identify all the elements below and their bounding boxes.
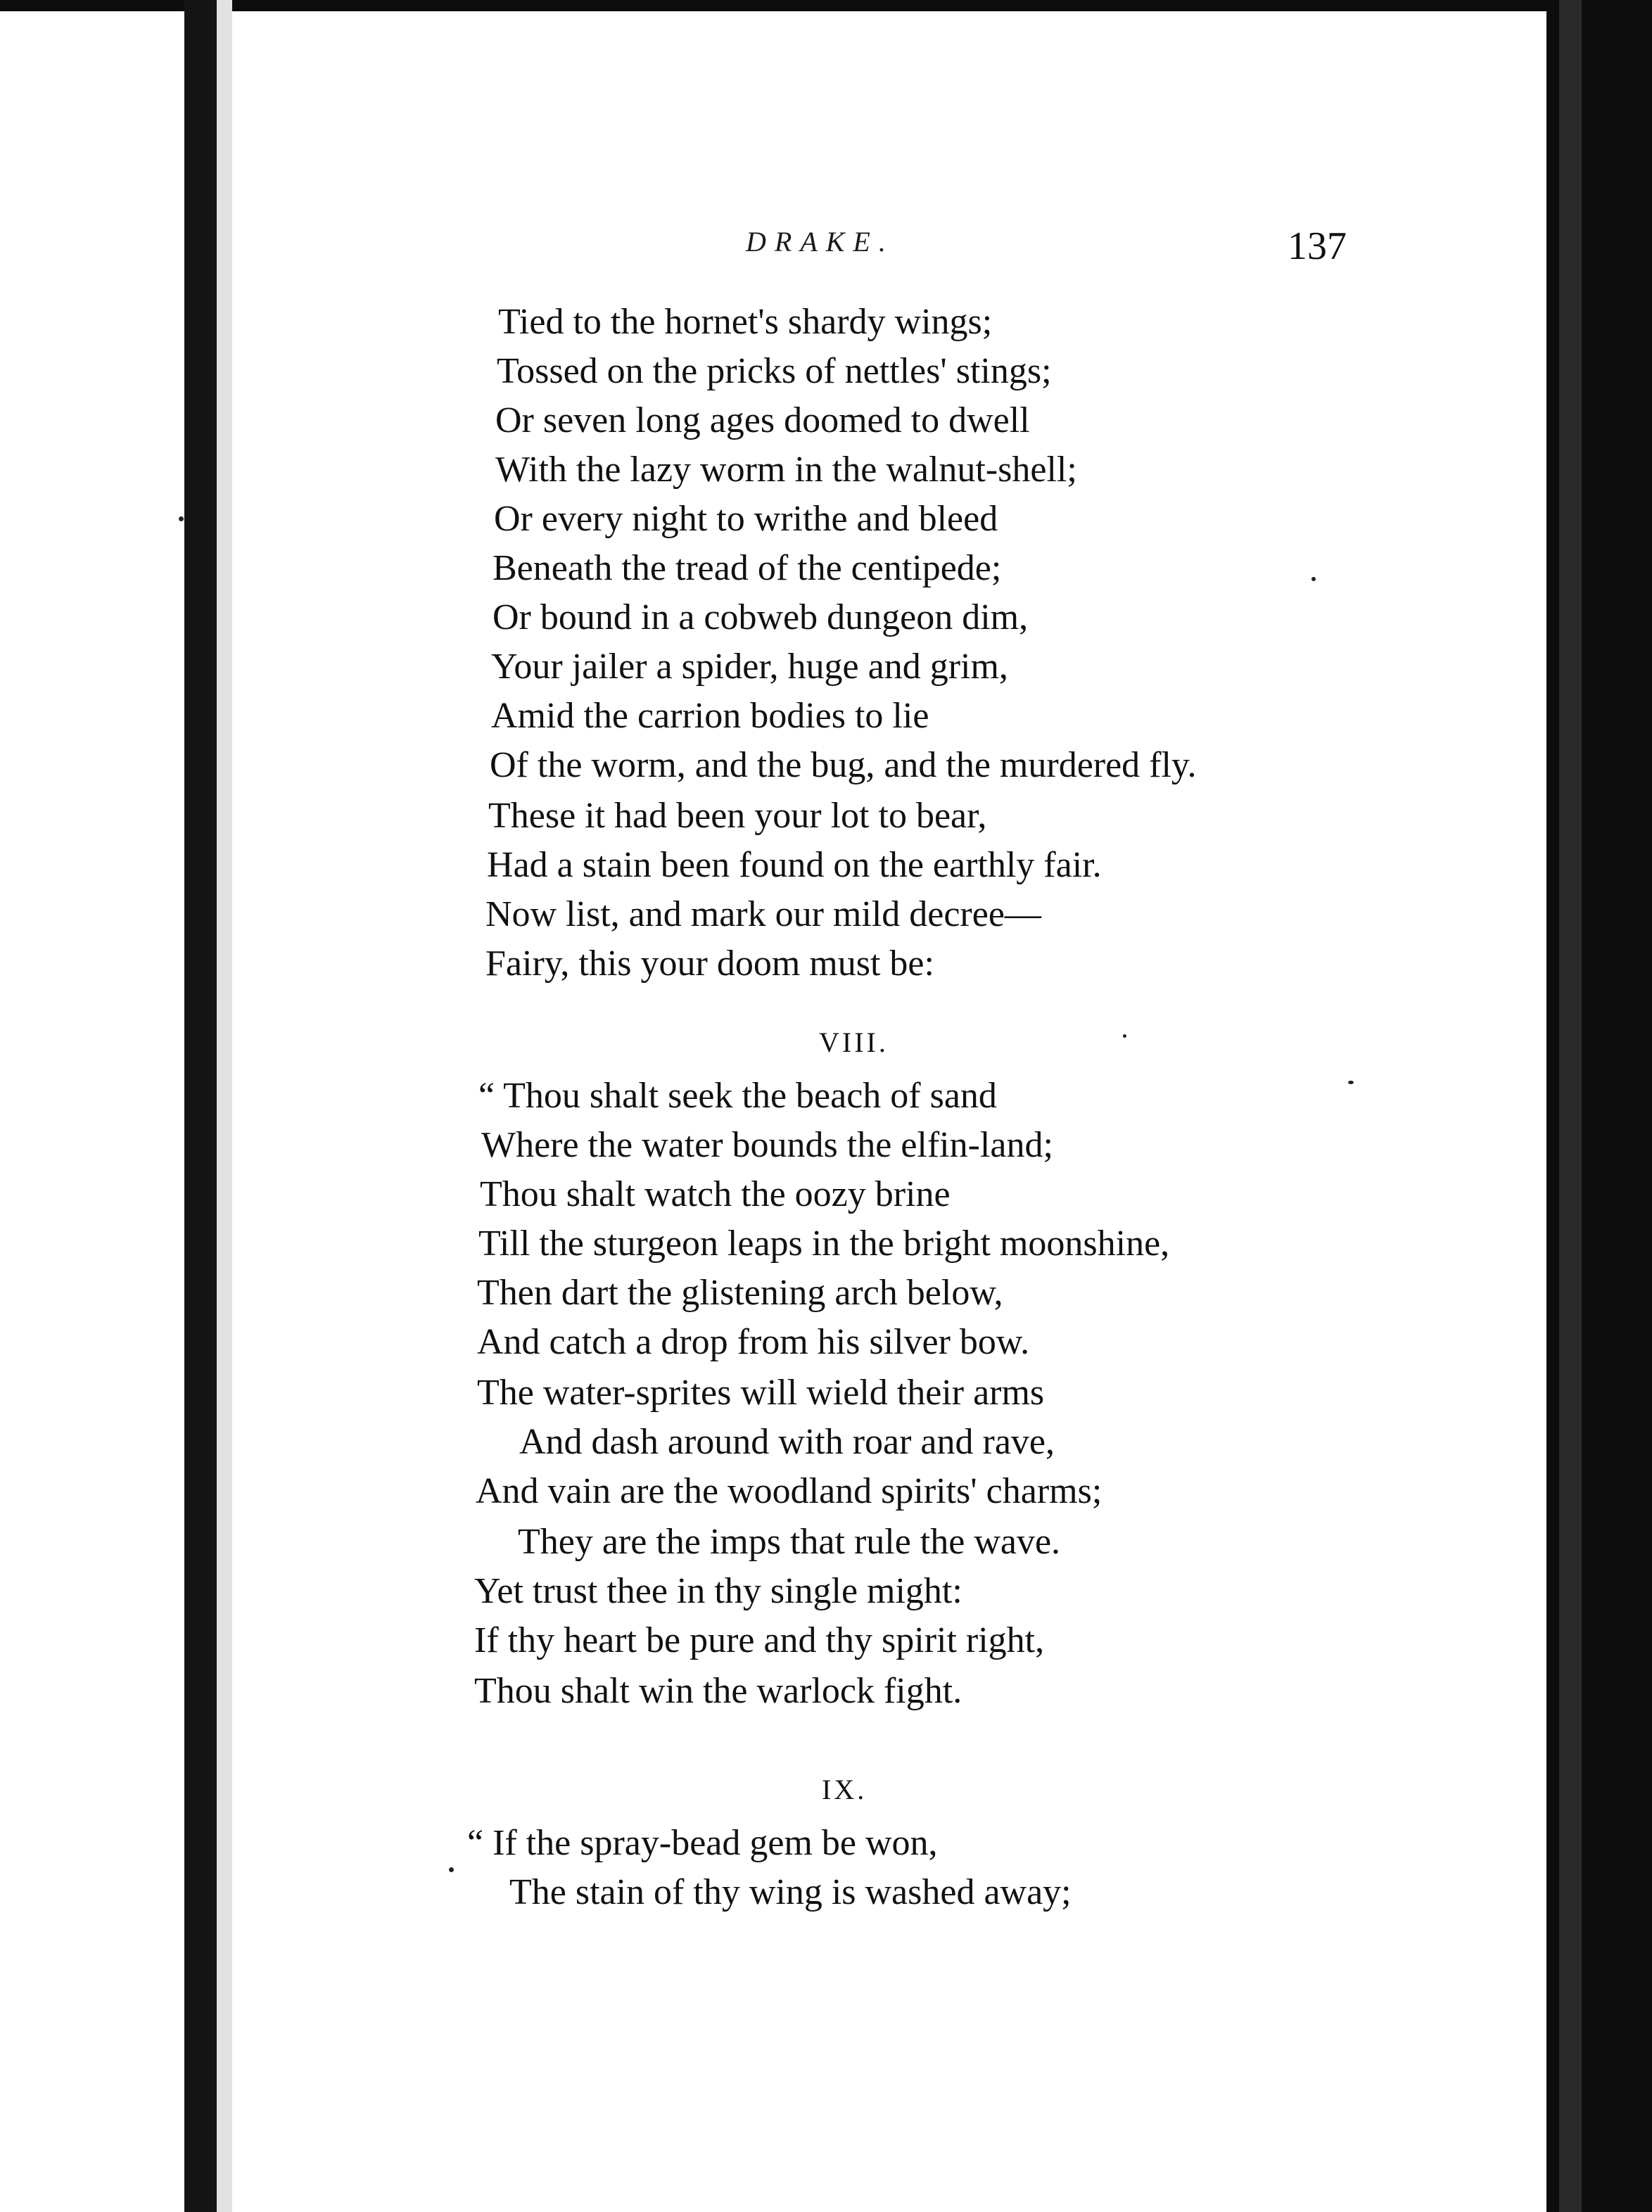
poem-line: Yet trust thee in thy single might: [474, 1571, 962, 1611]
running-title: DRAKE. [746, 226, 894, 258]
poem-line: And vain are the woodland spirits' charms; [476, 1471, 1103, 1511]
poem-line: Tossed on the pricks of nettles' stings; [497, 351, 1052, 391]
poem-line: Beneath the tread of the centipede; [493, 548, 1002, 588]
poem-line: The stain of thy wing is washed away; [509, 1872, 1072, 1912]
poem-line: And dash around with roar and rave, [519, 1422, 1055, 1462]
poem-line: Or every night to writhe and bleed [494, 499, 998, 539]
poem-line: Tied to the hornet's shardy wings; [498, 302, 993, 342]
poem-line: Had a stain been found on the earthly fair. [487, 845, 1102, 885]
section-number: VIII. [819, 1026, 889, 1058]
poem-line: Fairy, this your doom must be: [485, 943, 934, 984]
poem-line: “ Thou shalt seek the beach of sand [478, 1076, 997, 1116]
poem-line: They are the imps that rule the wave. [518, 1522, 1061, 1562]
scan-right-edge-inner [1559, 0, 1582, 2212]
poem-line: Till the sturgeon leaps in the bright moonshine, [478, 1223, 1170, 1264]
scan-speck [179, 516, 184, 521]
scan-speck [1348, 1081, 1354, 1084]
section-number: IX. [822, 1774, 868, 1805]
poem-line: Your jailer a spider, huge and grim, [491, 647, 1008, 687]
poem-line: Or seven long ages doomed to dwell [495, 400, 1030, 440]
poem-line: Now list, and mark our mild decree— [485, 894, 1041, 934]
book-gutter-shadow [184, 0, 217, 2212]
poem-line: These it had been your lot to bear, [488, 796, 987, 836]
poem-line: With the lazy worm in the walnut-shell; [495, 450, 1077, 490]
scan-speck [1123, 1034, 1126, 1038]
page-number: 137 [1288, 224, 1347, 268]
scan-top-edge [0, 0, 1652, 11]
poem-line: Thou shalt watch the oozy brine [480, 1174, 951, 1214]
poem-line: Where the water bounds the elfin-land; [481, 1125, 1053, 1165]
facing-page-blank [0, 11, 184, 2212]
book-gutter-edge [217, 0, 232, 2212]
poem-line: Thou shalt win the warlock fight. [474, 1671, 962, 1711]
poem-line: Amid the carrion bodies to lie [491, 696, 929, 736]
poem-line: Or bound in a cobweb dungeon dim, [493, 597, 1029, 637]
scan-speck [1311, 577, 1316, 581]
poem-line: Then dart the glistening arch below, [477, 1273, 1003, 1313]
poem-line: “ If the spray-bead gem be won, [467, 1823, 938, 1863]
poem-line: If thy heart be pure and thy spirit right, [474, 1620, 1045, 1660]
poem-line: And catch a drop from his silver bow. [477, 1322, 1030, 1362]
poem-line: The water-sprites will wield their arms [477, 1373, 1045, 1413]
scan-speck [449, 1867, 454, 1872]
poem-line: Of the worm, and the bug, and the murdered fly. [490, 745, 1197, 785]
